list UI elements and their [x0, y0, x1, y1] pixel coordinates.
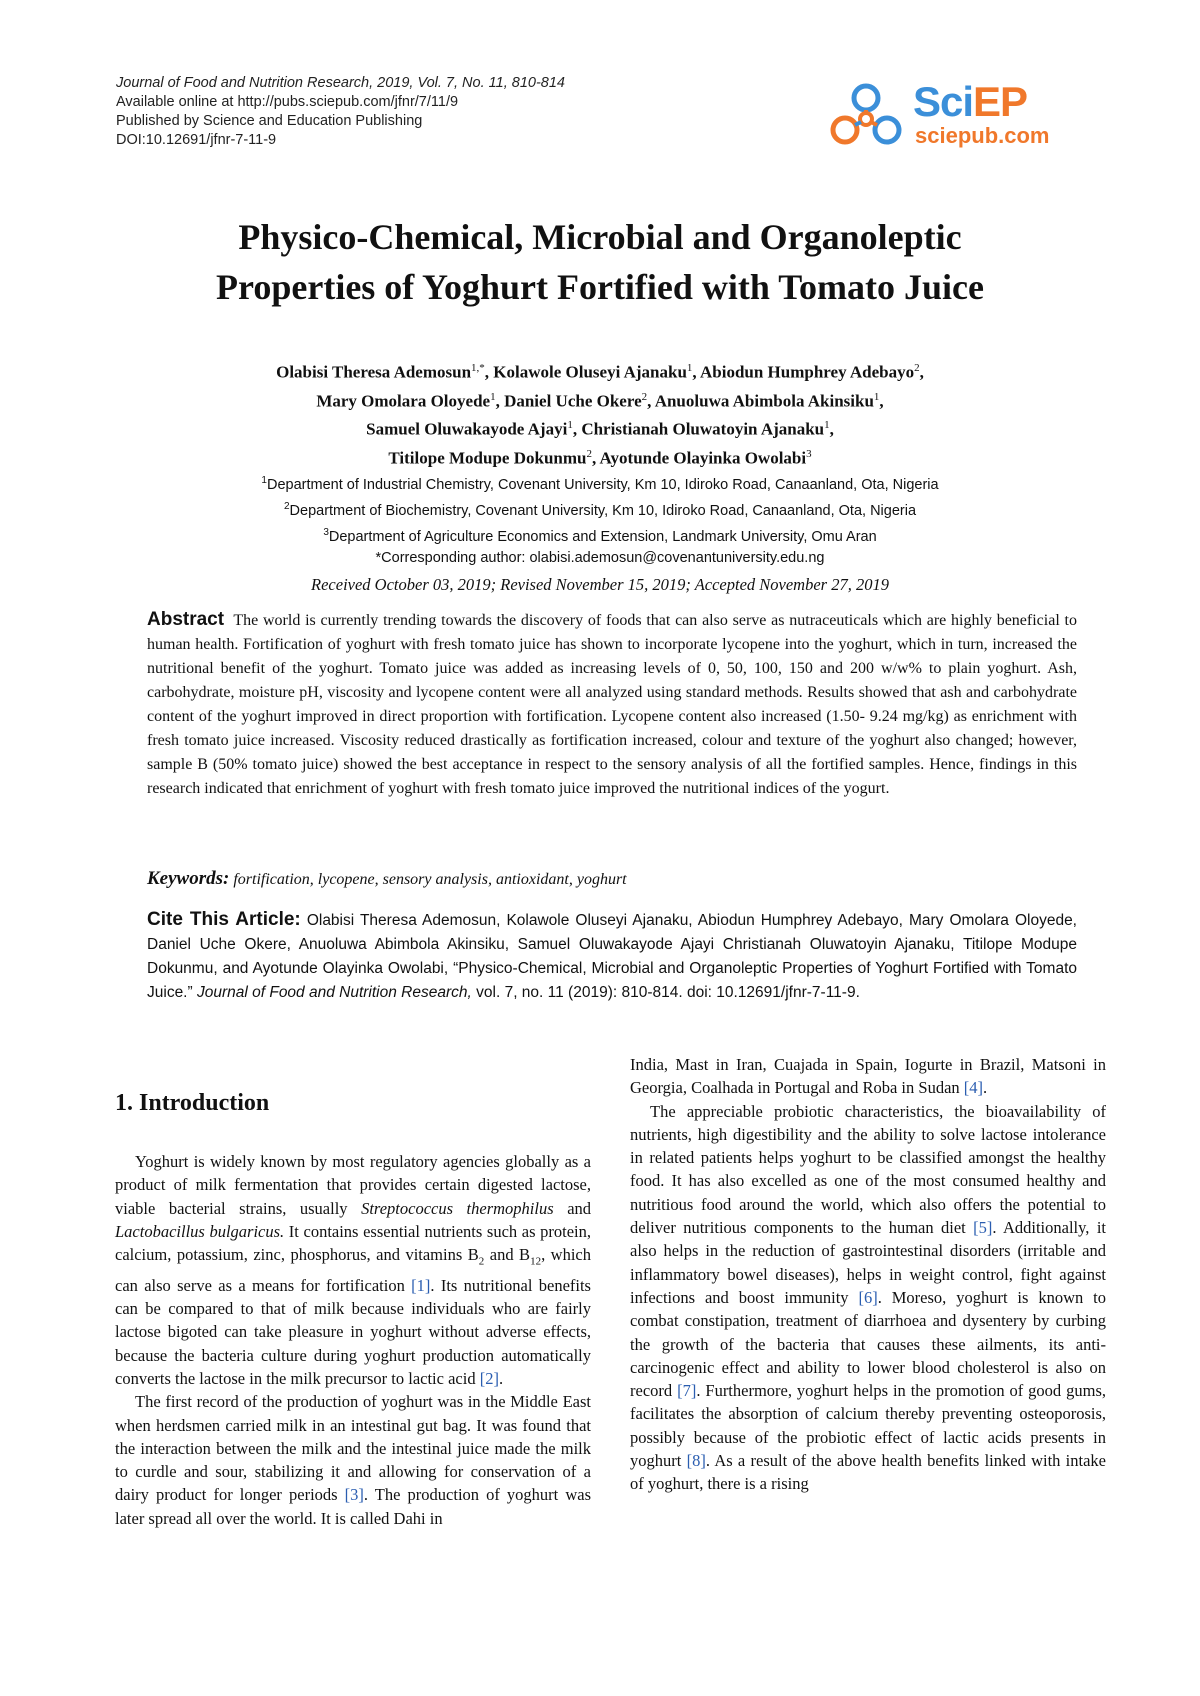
author-line-2: Mary Omolara Oloyede$^1$, Daniel Uche Okere$^2$, Anuoluwa Abimbola Akinsiku$^1$,: [316, 390, 884, 411]
doi-line[interactable]: DOI:10.12691/jfnr-7-11-9: [116, 132, 277, 148]
subscript: 2: [478, 1255, 485, 1268]
affiliation-1: [100, 470, 1100, 496]
intro-paragraph-2: [115, 1390, 591, 1530]
keywords-text: fortification, lycopene, sensory analysis, antioxidant, yoghurt: [233, 871, 627, 888]
left-column: [115, 1150, 591, 1530]
logo-wordmark: [913, 80, 1027, 124]
text-run: . The production of yoghurt was later spread all over the world. It is called Dahi in: [115, 1485, 591, 1528]
title-line-2: Properties of Yoghurt Fortified with Tomato Juice: [216, 267, 984, 307]
author-name: Samuel Oluwakayode Ajayi: [366, 419, 568, 439]
author-sup: 2: [914, 362, 920, 374]
species-name: Streptococcus thermophilus: [361, 1198, 554, 1218]
author-name: Mary Omolara Oloyede: [316, 391, 491, 411]
affiliation-sup: 3: [323, 526, 329, 538]
author-name: Daniel Uche Okere: [504, 391, 642, 411]
journal-info: [116, 74, 736, 150]
text-run: The first record of the production of yoghurt was in the Middle East when herdsmen carried milk in an intestinal gut bag. It was found that the interaction between the milk and the intestinal juice made the milk to curdle and sour, stabilizing it and allowing for conservation of a dairy product for longer periods: [115, 1392, 591, 1505]
affiliations: [100, 470, 1100, 569]
abstract: [147, 608, 1077, 801]
author-sup: 1: [824, 419, 830, 432]
citation-link[interactable]: [4]: [963, 1078, 984, 1098]
title-line-1: Physico-Chemical, Microbial and Organoleptic: [238, 217, 962, 257]
author-sup: 2: [641, 390, 648, 403]
author-sup: 1,*: [471, 362, 485, 374]
species-name: Lactobacillus bulgaricus.: [115, 1221, 285, 1241]
author-name: Christianah Oluwatoyin Ajanaku: [581, 419, 825, 439]
keywords-label: Keywords:: [147, 868, 230, 889]
text-run: India, Mast in Iran, Cuajada in Spain, Iogurte in Brazil, Matsoni in Georgia, Coalhada in Portugal and Roba in Sudan: [630, 1055, 1106, 1098]
cite-end: vol. 7, no. 11 (2019): 810-814. doi: 10.12691/jfnr-7-11-9.: [476, 984, 860, 1001]
intro-paragraph-1: [115, 1150, 591, 1390]
author-name: Ayotunde Olayinka Owolabi: [599, 448, 807, 468]
cite-journal: Journal of Food and Nutrition Research,: [196, 984, 472, 1001]
text-run: The appreciable probiotic characteristics, the bioavailability of nutrients, high digestibility and the ability to solve lactose intolerance in related patients helps yoghurt to be classified amongst the healthy food. It has also excelled as one of the most consumed healthy and nutritious food around the world, which also offers the potential to deliver nutritious components to the human diet: [630, 1101, 1106, 1238]
publisher-line: Published by Science and Education Publishing: [116, 113, 423, 129]
citation-link[interactable]: [5]: [973, 1218, 993, 1238]
text-run: . Its nutritional benefits can be compared to that of milk because individuals who are fairly lactose bigoted can take pleasure in yoghurt without adverse effects, because the bacteria culture during yoghurt production automatically converts the lactose in the milk precursor to lactic acid: [115, 1275, 591, 1388]
keywords: [147, 868, 1077, 890]
author-line-4: Titilope Modupe Dokunmu$^2$, Ayotunde Olayinka Owolabi$^3$: [388, 447, 812, 468]
author-sup: 1: [873, 390, 880, 403]
citation-link[interactable]: [8]: [686, 1451, 706, 1471]
text-run: and: [567, 1198, 592, 1218]
author-line-1: Olabisi Theresa Ademosun$^{1,*}$, Kolawole Oluseyi Ajanaku$^1$, Abiodun Humphrey Adebayo$^2$,: [276, 362, 924, 382]
cite-label: Cite This Article:: [147, 909, 301, 930]
affiliation-text: Department of Agriculture Economics and Extension, Landmark University, Omu Aran: [328, 528, 877, 545]
logo-sci: Sci: [913, 78, 974, 125]
text-run: . Furthermore, yoghurt helps in the promotion of good gums, facilitates the absorption of calcium thereby preventing osteoporosis, possibly because of the probiotic effect of lactic acids presents in yoghurt: [630, 1381, 1106, 1471]
citation-link[interactable]: [1]: [411, 1275, 431, 1295]
affiliation-2: [100, 496, 1100, 522]
section-heading: 1. Introduction: [115, 1090, 270, 1116]
text-run: and B: [489, 1245, 531, 1265]
affiliation-3: [100, 522, 1100, 548]
author-line-3: Samuel Oluwakayode Ajayi$^1$, Christianah Oluwatoyin Ajanaku$^1$,: [366, 419, 834, 439]
author-sup: 3: [806, 447, 812, 460]
affiliation-sup: 1: [261, 475, 267, 486]
affiliation-text: Department of Biochemistry, Covenant University, Km 10, Idiroko Road, Canaanland, Ota, Nigeria: [289, 502, 917, 519]
logo-url: sciepub.com: [915, 123, 1050, 148]
citation-link[interactable]: [6]: [858, 1287, 878, 1307]
author-sup: 2: [586, 447, 592, 460]
logo-ep: EP: [973, 78, 1028, 125]
text-run: . Moreso, yoghurt is known to combat constipation, treatment of diarrhoea and dysentery by curbing the growth of the bacteria that causes these ailments, its anti-carcinogenic effect and ability to lower blood cholesterol is also on record: [630, 1287, 1107, 1401]
citation-link[interactable]: [7]: [677, 1381, 697, 1401]
author-sup: 1: [567, 419, 573, 432]
available-online-line[interactable]: Available online at http://pubs.sciepub.com/jfnr/7/11/9: [116, 94, 459, 110]
paper-title: [100, 212, 1100, 312]
subscript: 12: [530, 1255, 542, 1268]
author-sup: 1: [686, 362, 693, 374]
text-run: .: [983, 1078, 988, 1098]
intro-paragraph-2-cont: [630, 1053, 1106, 1100]
citation-link[interactable]: [3]: [344, 1485, 364, 1505]
abstract-text: The world is currently trending towards the discovery of foods that can also serve as nutraceuticals which are highly beneficial to human health. Fortification of yoghurt with fresh tomato juice has shown to incorporate lycopene into the yoghurt, which in turn, increased the nutritional benefit of the yoghurt. Tomato juice was added as increasing levels of 0, 50, 100, 150 and 200 w/w% to plain yoghurt. Ash, carbohydrate, moisture pH, viscosity and lycopene content were all analyzed using standard methods. Results showed that ash and carbohydrate content of the yoghurt improved in direct proportion with fortification. Lycopene content also increased (1.50- 9.24 mg/kg) as enrichment with fresh tomato juice increased. Viscosity reduced drastically as fortification increased, colour and texture of the yoghurt also changed; however, sample B (50% tomato juice) showed the best acceptance in respect to the sensory analysis of all the fortified samples. Hence, findings in this research indicated that enrichment of yoghurt with fresh tomato juice improved the nutritional indices of the yogurt.: [147, 612, 1077, 797]
cite-text: Olabisi Theresa Ademosun, Kolawole Oluseyi Ajanaku, Abiodun Humphrey Adebayo, Mary Omolara Oloyede, Daniel Uche Okere, Anuoluwa Abimbola Akinsiku, Samuel Oluwakayode Ajayi Christianah Oluwatoyin Ajanaku, Titilope Modupe Dokunmu, and Ayotunde Olayinka Owolabi, “Physico-Chemical, Microbial and Organoleptic Properties of Yoghurt Fortified with Tomato Juice.”: [147, 912, 1077, 1001]
text-run: . As a result of the above health benefits linked with intake of yoghurt, there is a rising: [630, 1451, 1106, 1494]
biohazard-molecule-icon: [823, 80, 909, 150]
text-run: Yoghurt is widely known by most regulatory agencies globally as a product of milk fermentation that provides certain digested lactose, viable bacterial strains, usually: [115, 1152, 591, 1218]
author-name: Anuoluwa Abimbola Akinsiku: [654, 391, 874, 411]
author-sup: 1: [490, 390, 496, 403]
abstract-label: Abstract: [147, 609, 225, 630]
publication-dates: Received October 03, 2019; Revised November 15, 2019; Accepted November 27, 2019: [311, 575, 889, 594]
text-run: It contains essential nutrients such as protein, calcium, potassium, zinc, phosphorus, and vitamins B: [115, 1221, 591, 1265]
author-name: Olabisi Theresa Ademosun: [276, 362, 472, 382]
affiliation-text: Department of Industrial Chemistry, Covenant University, Km 10, Idiroko Road, Canaanland, Ota, Nigeria: [266, 476, 939, 493]
right-column: [630, 1053, 1106, 1496]
affiliation-sup: 2: [283, 500, 290, 512]
sciep-logo[interactable]: [823, 80, 1093, 150]
intro-paragraph-3: [630, 1100, 1106, 1496]
text-run: .: [498, 1368, 504, 1388]
author-list: [100, 356, 1100, 471]
text-run: . Additionally, it also helps in the reduction of gastrointestinal disorders (irritable and inflammatory bowel diseases), helps in weight control, fight against infections and boost immunity: [630, 1218, 1106, 1307]
text-run: , which can also serve as a means for fortification: [115, 1245, 591, 1295]
author-name: Kolawole Oluseyi Ajanaku: [493, 362, 687, 382]
author-name: Abiodun Humphrey Adebayo: [699, 362, 915, 382]
journal-citation-line: Journal of Food and Nutrition Research, 2019, Vol. 7, No. 11, 810-814: [116, 75, 565, 91]
cite-this-article: [147, 908, 1077, 1005]
corresponding-author[interactable]: *Corresponding author: olabisi.ademosun@covenantuniversity.edu.ng: [375, 550, 825, 567]
author-name: Titilope Modupe Dokunmu: [388, 448, 587, 468]
citation-link[interactable]: [2]: [479, 1368, 499, 1388]
